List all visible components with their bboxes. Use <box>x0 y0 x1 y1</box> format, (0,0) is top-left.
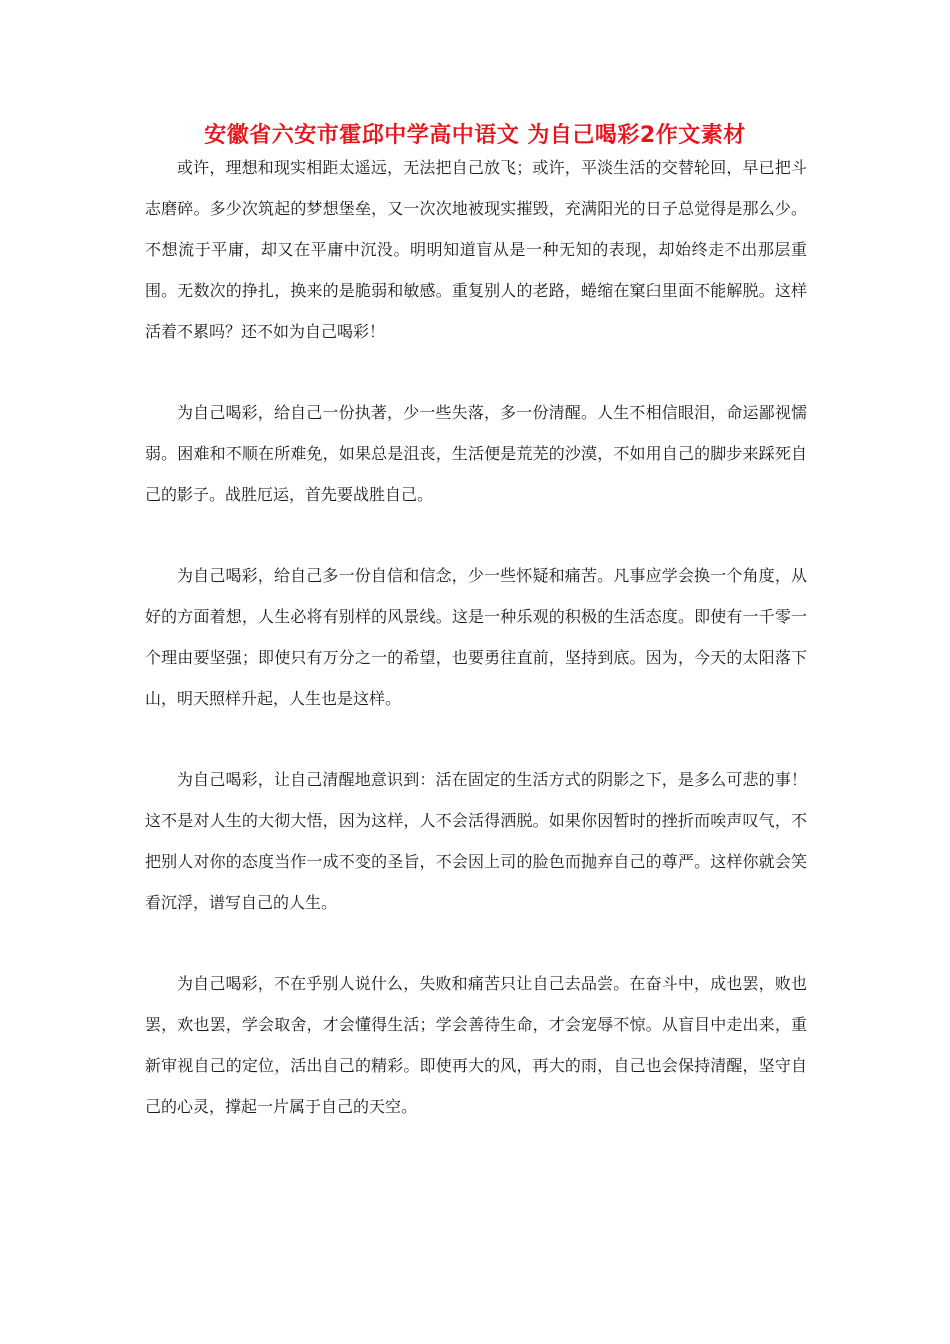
paragraph-2: 为自己喝彩，给自己一份执著，少一些失落，多一份清醒。人生不相信眼泪，命运鄙视懦弱。困难和不顺在所难免，如果总是沮丧，生活便是荒芜的沙漠，不如用自己的脚步来踩死自己的影子。战胜厄运，首先要战胜自己。 <box>145 403 807 504</box>
paragraph-4: 为自己喝彩，让自己清醒地意识到：活在固定的生活方式的阴影之下，是多么可悲的事！这不是对人生的大彻大悟，因为这样，人不会活得洒脱。如果你因暂时的挫折而唉声叹气，不把别人对你的态度当作一成不变的圣旨，不会因上司的脸色而抛弃自己的尊严。这样你就会笑看沉浮，谱写自己的人生。 <box>145 770 807 912</box>
document-title: 安徽省六安市霍邱中学高中语文 为自己喝彩2作文素材 <box>204 123 746 148</box>
paragraph-1: 或许，理想和现实相距太遥远，无法把自己放飞；或许，平淡生活的交替轮回，早已把斗志磨碎。多少次筑起的梦想堡垒，又一次次地被现实摧毁，充满阳光的日子总觉得是那么少。不想流于平庸，却又在平庸中沉没。明明知道盲从是一种无知的表现，却始终走不出那层重围。无数次的挣扎，换来的是脆弱和敏感。重复别人的老路，蜷缩在窠臼里面不能解脱。这样活着不累吗？还不如为自己喝彩！ <box>145 158 807 341</box>
document-body <box>145 147 807 1167</box>
paragraph-3: 为自己喝彩，给自己多一份自信和信念，少一些怀疑和痛苦。凡事应学会换一个角度，从好的方面着想，人生必将有别样的风景线。这是一种乐观的积极的生活态度。即使有一千零一个理由要坚强；即使只有万分之一的希望，也要勇往直前，坚持到底。因为，今天的太阳落下山，明天照样升起，人生也是这样。 <box>145 566 807 708</box>
paragraph-5: 为自己喝彩，不在乎别人说什么，失败和痛苦只让自己去品尝。在奋斗中，成也罢，败也罢，欢也罢，学会取舍，才会懂得生活；学会善待生命，才会宠辱不惊。从盲目中走出来，重新审视自己的定位，活出自己的精彩。即使再大的风，再大的雨，自己也会保持清醒，坚守自己的心灵，撑起一片属于自己的天空。 <box>145 974 807 1116</box>
